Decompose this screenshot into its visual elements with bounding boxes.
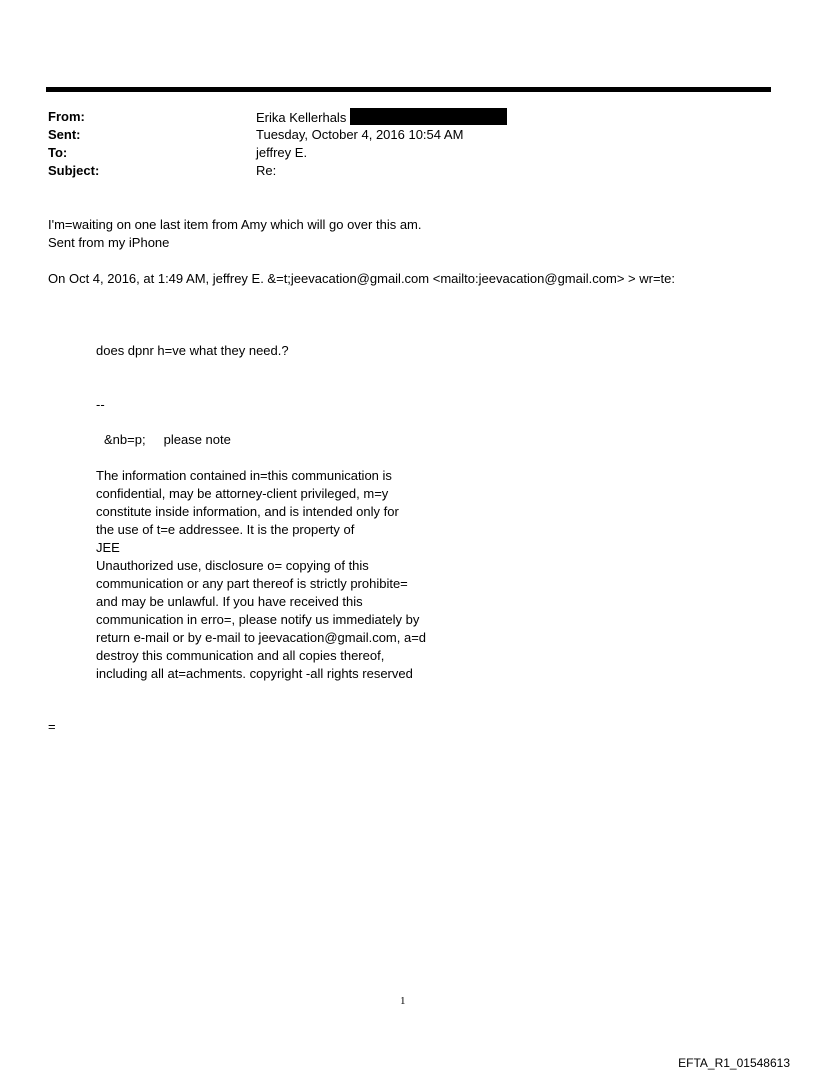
header-rule — [46, 87, 771, 92]
disclaimer-line: communication in erro=, please notify us immediately by — [96, 612, 420, 627]
disclaimer-line: communication or any part thereof is strictly prohibite= — [96, 576, 408, 591]
sent-value: Tuesday, October 4, 2016 10:54 AM — [256, 127, 464, 142]
quote-intro: On Oct 4, 2016, at 1:49 AM, jeffrey E. &=t;jeevacation@gmail.com <mailto:jeevacation@gmail.com> > wr=te: — [48, 271, 675, 286]
from-value — [256, 108, 507, 127]
reply-line-2: Sent from my iPhone — [48, 235, 170, 250]
document-id: EFTA_R1_01548613 — [678, 1056, 790, 1070]
to-row — [48, 144, 308, 162]
subject-row — [48, 162, 277, 180]
disclaimer-line: destroy this communication and all copies thereof, — [96, 648, 385, 663]
sent-label: Sent: — [48, 127, 81, 142]
disclaimer-line: and may be unlawful. If you have received this — [96, 594, 363, 609]
quoted-separator: -- — [96, 397, 105, 412]
disclaimer-line: constitute inside information, and is intended only for — [96, 504, 399, 519]
disclaimer-line: the use of t=e addressee. It is the property of — [96, 522, 355, 537]
sent-row — [48, 126, 464, 144]
from-label: From: — [48, 109, 85, 124]
disclaimer-line: Unauthorized use, disclosure o= copying of this — [96, 558, 369, 573]
disclaimer-line: The information contained in=this communication is — [96, 468, 392, 483]
trailing-equals: = — [48, 719, 56, 734]
to-value: jeffrey E. — [256, 145, 308, 160]
disclaimer-line: confidential, may be attorney-client privileged, m=y — [96, 486, 389, 501]
subject-value: Re: — [256, 163, 277, 178]
from-name: Erika Kellerhals — [256, 110, 347, 125]
reply-line-1: I'm=waiting on one last item from Amy which will go over this am. — [48, 217, 422, 232]
disclaimer-line: return e-mail or by e-mail to jeevacation@gmail.com, a=d — [96, 630, 427, 645]
subject-label: Subject: — [48, 163, 100, 178]
disclaimer-line: JEE — [96, 540, 120, 555]
quoted-question: does dpnr h=ve what they need.? — [96, 343, 289, 358]
redaction-block — [350, 108, 507, 125]
disclaimer-line: including all at=achments. copyright -all rights reserved — [96, 666, 413, 681]
from-row — [48, 108, 347, 126]
page-number: 1 — [400, 995, 406, 1007]
to-label: To: — [48, 145, 68, 160]
quoted-note: &nb=p; please note — [104, 432, 231, 447]
